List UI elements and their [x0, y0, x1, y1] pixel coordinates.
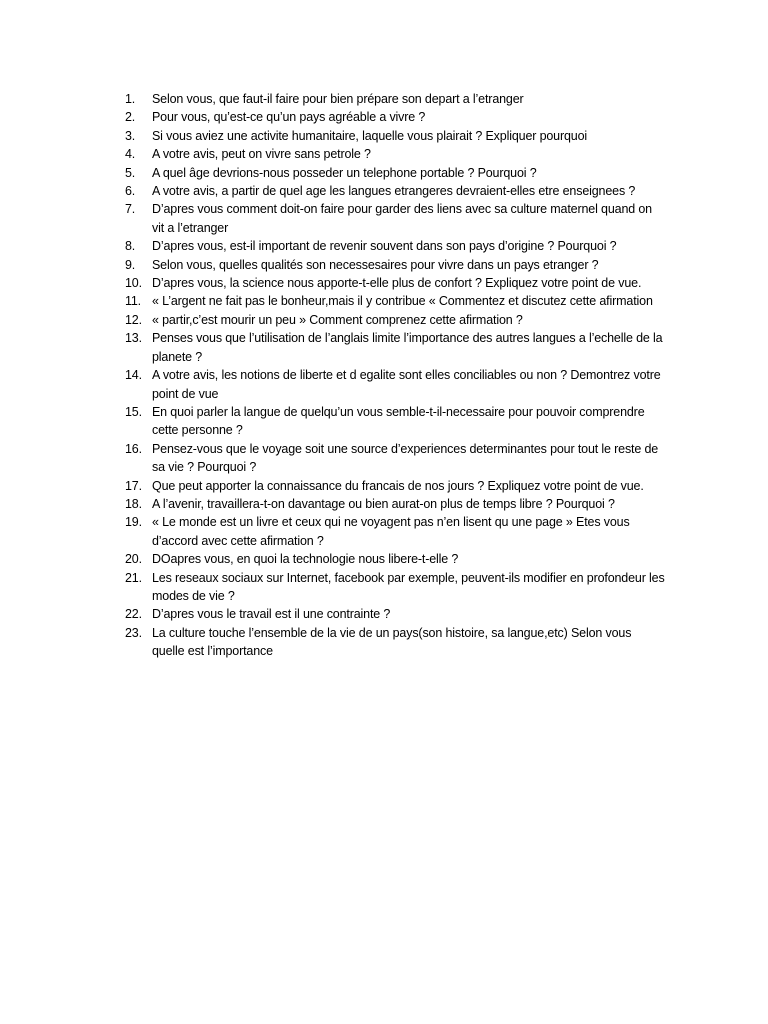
item-text: « partir,c’est mourir un peu » Comment comprenez cette afirmation ?: [152, 312, 523, 327]
list-item: [125, 569, 665, 606]
item-number: 12.: [125, 312, 142, 327]
item-text: Penses vous que l’utilisation de l’anglais limite l’importance des autres langues a l’echelle de la planete ?: [152, 331, 663, 364]
item-text: D’apres vous, la science nous apporte-t-elle plus de confort ? Expliquez votre point de vue.: [152, 276, 642, 291]
item-text: « Le monde est un livre et ceux qui ne voyagent pas n’en lisent qu une page » Etes vous d’accord avec cette afirmation ?: [152, 515, 630, 548]
item-number: 23.: [125, 625, 142, 640]
item-text: Selon vous, que faut-il faire pour bien prépare son depart a l’etranger: [152, 92, 524, 106]
list-item: [125, 550, 665, 568]
list-item: [125, 311, 665, 329]
list-item: [125, 145, 665, 163]
item-number: 8.: [125, 239, 136, 254]
item-text: DOapres vous, en quoi la technologie nous libere-t-elle ?: [152, 552, 459, 567]
list-item: [125, 605, 665, 623]
item-number: 18.: [125, 496, 142, 511]
item-number: 10.: [125, 276, 142, 291]
item-text: « L’argent ne fait pas le bonheur,mais il y contribue « Commentez et discutez cette afirmation: [152, 294, 653, 309]
list-item: [125, 477, 665, 495]
item-number: 20.: [125, 552, 142, 567]
item-text: Pensez-vous que le voyage soit une source d’experiences determinantes pour tout le reste de sa vie ? Pourquoi ?: [152, 441, 659, 475]
list-item: [125, 182, 665, 200]
list-item: [125, 495, 665, 513]
list-item: [125, 292, 665, 310]
item-text: A votre avis, peut on vivre sans petrole ?: [152, 147, 371, 162]
item-number: 2.: [125, 110, 136, 125]
list-item: [125, 624, 665, 661]
list-item: [125, 513, 665, 550]
item-text: Que peut apporter la connaissance du francais de nos jours ? Expliquez votre point de vue.: [152, 478, 644, 493]
item-number: 6.: [125, 184, 136, 199]
item-text: A votre avis, les notions de liberte et d egalite sont elles conciliables ou non ? Demontrez votre point de vue: [152, 368, 661, 401]
list-item: [125, 403, 665, 440]
item-number: 15.: [125, 404, 142, 419]
item-text: A quel âge devrions-nous posseder un telephone portable ? Pourquoi ?: [152, 165, 537, 180]
item-number: 21.: [125, 570, 142, 585]
item-number: 22.: [125, 607, 142, 622]
item-number: 13.: [125, 331, 142, 346]
item-text: Pour vous, qu’est-ce qu’un pays agréable a vivre ?: [152, 110, 426, 125]
item-number: 4.: [125, 147, 136, 162]
item-number: 5.: [125, 165, 136, 180]
item-number: 11.: [125, 294, 141, 309]
item-text: Les reseaux sociaux sur Internet, facebook par exemple, peuvent-ils modifier en profondeur les modes de vie ?: [152, 570, 665, 603]
list-item: [125, 237, 665, 255]
item-number: 1.: [125, 92, 136, 106]
list-item: [125, 127, 665, 145]
list-item: [125, 164, 665, 182]
list-item: [125, 274, 665, 292]
item-text: La culture touche l’ensemble de la vie de un pays(son histoire, sa langue,etc) Selon vous quelle est l’importance: [152, 625, 632, 659]
item-text: A votre avis, a partir de quel age les langues etrangeres devraient-elles etre enseignees ?: [152, 184, 636, 199]
item-text: Si vous aviez une activite humanitaire, laquelle vous plairait ? Expliquer pourquoi: [152, 128, 588, 143]
list-item: [125, 256, 665, 274]
item-number: 14.: [125, 368, 142, 383]
item-text: A l’avenir, travaillera-t-on davantage ou bien aurat-on plus de temps libre ? Pourquoi ?: [152, 496, 615, 511]
list-item: [125, 200, 665, 237]
item-text: D’apres vous le travail est il une contrainte ?: [152, 607, 391, 622]
item-number: 9.: [125, 257, 136, 272]
item-text: Selon vous, quelles qualités son necessesaires pour vivre dans un pays etranger ?: [152, 257, 599, 272]
item-text: D’apres vous, est-il important de revenir souvent dans son pays d’origine ? Pourquoi ?: [152, 239, 617, 254]
list-item: [125, 90, 665, 108]
item-number: 16.: [125, 441, 142, 456]
item-number: 3.: [125, 128, 136, 143]
list-item: [125, 366, 665, 403]
item-number: 19.: [125, 515, 142, 530]
list-item: [125, 329, 665, 366]
item-text: En quoi parler la langue de quelqu’un vous semble-t-il-necessaire pour pouvoir comprendre cette personne ?: [152, 404, 645, 438]
question-list: [125, 90, 665, 661]
item-number: 17.: [125, 478, 142, 493]
list-item: [125, 108, 665, 126]
item-number: 7.: [125, 202, 136, 217]
list-item: [125, 440, 665, 477]
item-text: D’apres vous comment doit-on faire pour garder des liens avec sa culture maternel quand on vit a l’etranger: [152, 202, 652, 235]
